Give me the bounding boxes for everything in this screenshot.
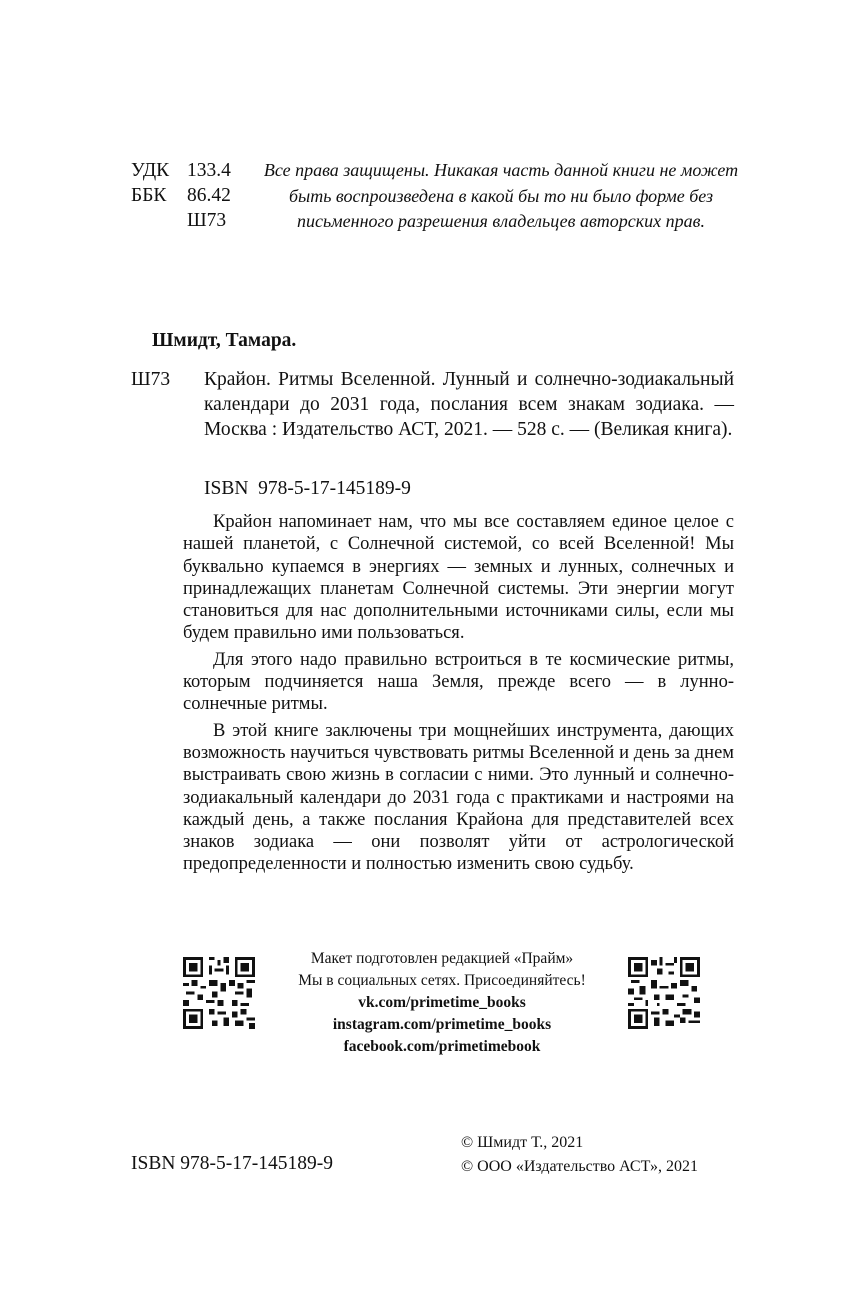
annotation-paragraph: В этой книге заключены три мощнейших инструмента, дающих возможность научиться чувствовать ритмы Вселенной и день за днем выстраивать свою жизнь в согласии с ними. Это лунный и солнечно-зодиакальный календари до 2031 года с практиками и настроями на каждый день, а также послания Крайона для представителей всех знаков зодиака — они позволят уйти от астрологической предопределенности и полностью изменить свою судьбу. (183, 720, 734, 875)
copyright-publisher: © ООО «Издательство АСТ», 2021 (461, 1158, 698, 1175)
layout-credit: Макет подготовлен редакцией «Прайм» (310, 950, 574, 967)
bbk-label: ББК (131, 185, 167, 206)
social-invite: Мы в социальных сетях. Присоединяйтесь! (298, 972, 586, 989)
classification-codes (131, 158, 231, 233)
catalog-entry (131, 367, 734, 442)
instagram-link[interactable]: instagram.com/primetime_books (332, 1016, 552, 1033)
copyright-block (461, 1131, 698, 1179)
bbk-value: 86.42 (187, 185, 231, 206)
catalog-isbn: ISBN 978-5-17-145189-9 (204, 478, 411, 499)
annotation-paragraph: Крайон напоминает нам, что мы все составляем единое целое с нашей планетой, с Солнечной системой, со всей Вселенной! Мы буквально купаемся в энергиях — земных и лунных, солнечных и принадлежащих планетам Солнечной системы. Эти энергии могут становиться для нас дополнительными источниками силы, если мы будем правильно ими пользоваться. (183, 512, 734, 644)
copyright-author: © Шмидт Т., 2021 (461, 1134, 584, 1151)
rights-notice: Все права защищены. Никакая часть данной книги не может быть воспроизведена в какой бы то ни было форме без письменного разрешения владельцев авторских прав. (263, 160, 739, 231)
author-heading: Шмидт, Тамара. (152, 330, 297, 351)
social-block (266, 948, 618, 1058)
udk-value: 133.4 (187, 160, 231, 181)
annotation-paragraph: Для этого надо правильно встроиться в те космические ритмы, которым подчиняется наша Земля, прежде всего — в лунно-солнечные ритмы. (183, 649, 734, 715)
facebook-link[interactable]: facebook.com/primetimebook (343, 1038, 541, 1055)
vk-link[interactable]: vk.com/primetime_books (358, 994, 526, 1011)
annotation (183, 511, 734, 880)
udk-label: УДК (131, 160, 170, 181)
footer-isbn: ISBN 978-5-17-145189-9 (131, 1153, 334, 1174)
catalog-code: Ш73 (131, 369, 171, 390)
author-mark: Ш73 (187, 210, 227, 231)
qr-code-icon (183, 957, 255, 1029)
catalog-text: Крайон. Ритмы Вселенной. Лунный и солнечно-зодиакальный календари до 2031 года, послания всем знакам зодиака. — Москва : Издательство АСТ, 2021. — 528 с. — (Великая книга). (204, 369, 734, 440)
qr-code-icon (628, 957, 700, 1029)
